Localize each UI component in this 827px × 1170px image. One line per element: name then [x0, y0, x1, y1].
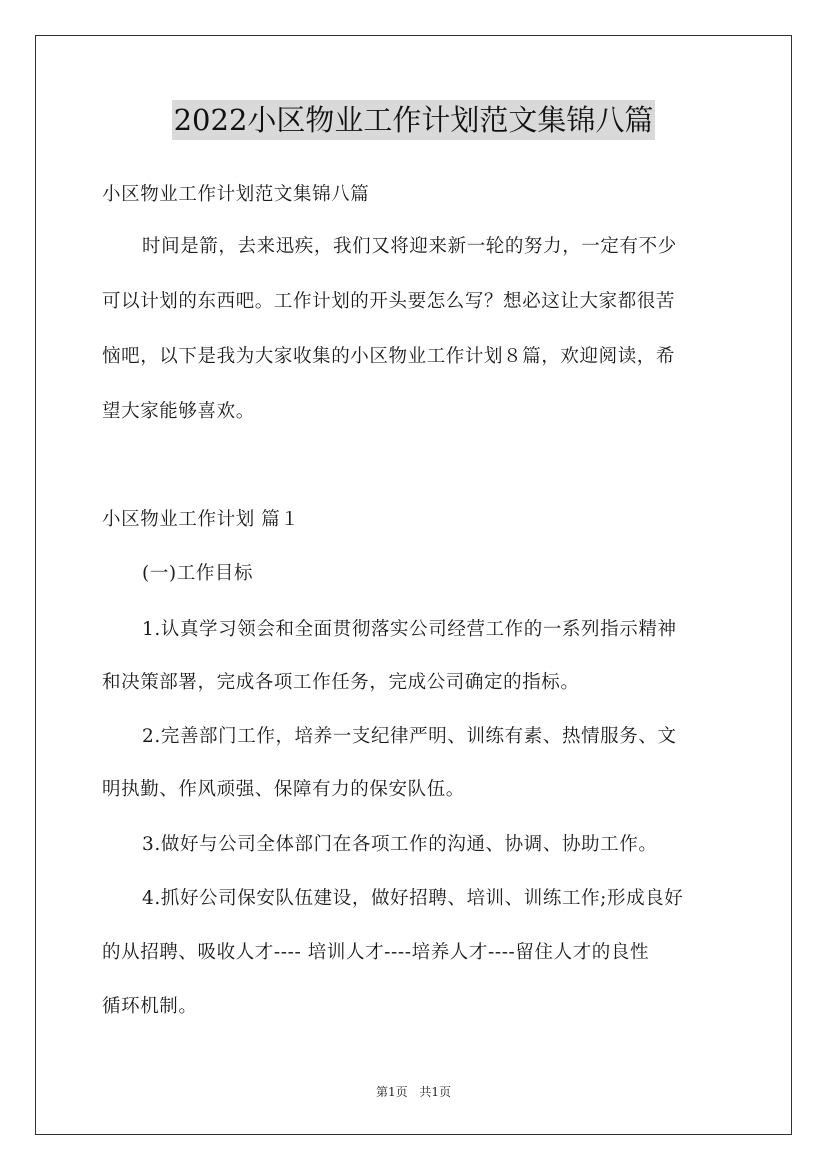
intro-line: 时间是箭，去来迅疾，我们又将迎来新一轮的努力，一定有不少	[142, 236, 677, 257]
document-title: 2022小区物业工作计划范文集锦八篇	[172, 100, 656, 140]
page-total: 共1页	[419, 1085, 452, 1099]
list-item: 循环机制。	[102, 996, 198, 1017]
list-item: 1.认真学习领会和全面贯彻落实公司经营工作的一系列指示精神	[142, 619, 677, 640]
list-item: 的从招聘、吸收人才---- 培训人才----培养人才----留住人才的良性	[102, 942, 650, 963]
document-subtitle: 小区物业工作计划范文集锦八篇	[102, 184, 370, 205]
section-subheading: (一)工作目标	[142, 563, 254, 584]
intro-line: 望大家能够喜欢。	[102, 401, 255, 422]
intro-line: 可以计划的东西吧。工作计划的开头要怎么写？想必这让大家都很苦	[102, 291, 676, 312]
list-item: 和决策部署，完成各项工作任务，完成公司确定的指标。	[102, 672, 580, 693]
list-item: 明执勤、作风顽强、保障有力的保安队伍。	[102, 779, 465, 800]
list-item: 4.抓好公司保安队伍建设，做好招聘、培训、训练工作;形成良好	[142, 888, 684, 909]
page-number: 第1页	[375, 1085, 408, 1099]
page-footer	[0, 1083, 827, 1100]
list-item: 2.完善部门工作，培养一支纪律严明、训练有素、热情服务、文	[142, 726, 677, 747]
intro-line: 恼吧，以下是我为大家收集的小区物业工作计划８篇，欢迎阅读，希	[102, 346, 676, 367]
section-heading: 小区物业工作计划 篇１	[102, 509, 300, 530]
list-item: 3.做好与公司全体部门在各项工作的沟通、协调、协助工作。	[142, 834, 658, 855]
title-container	[0, 100, 827, 140]
